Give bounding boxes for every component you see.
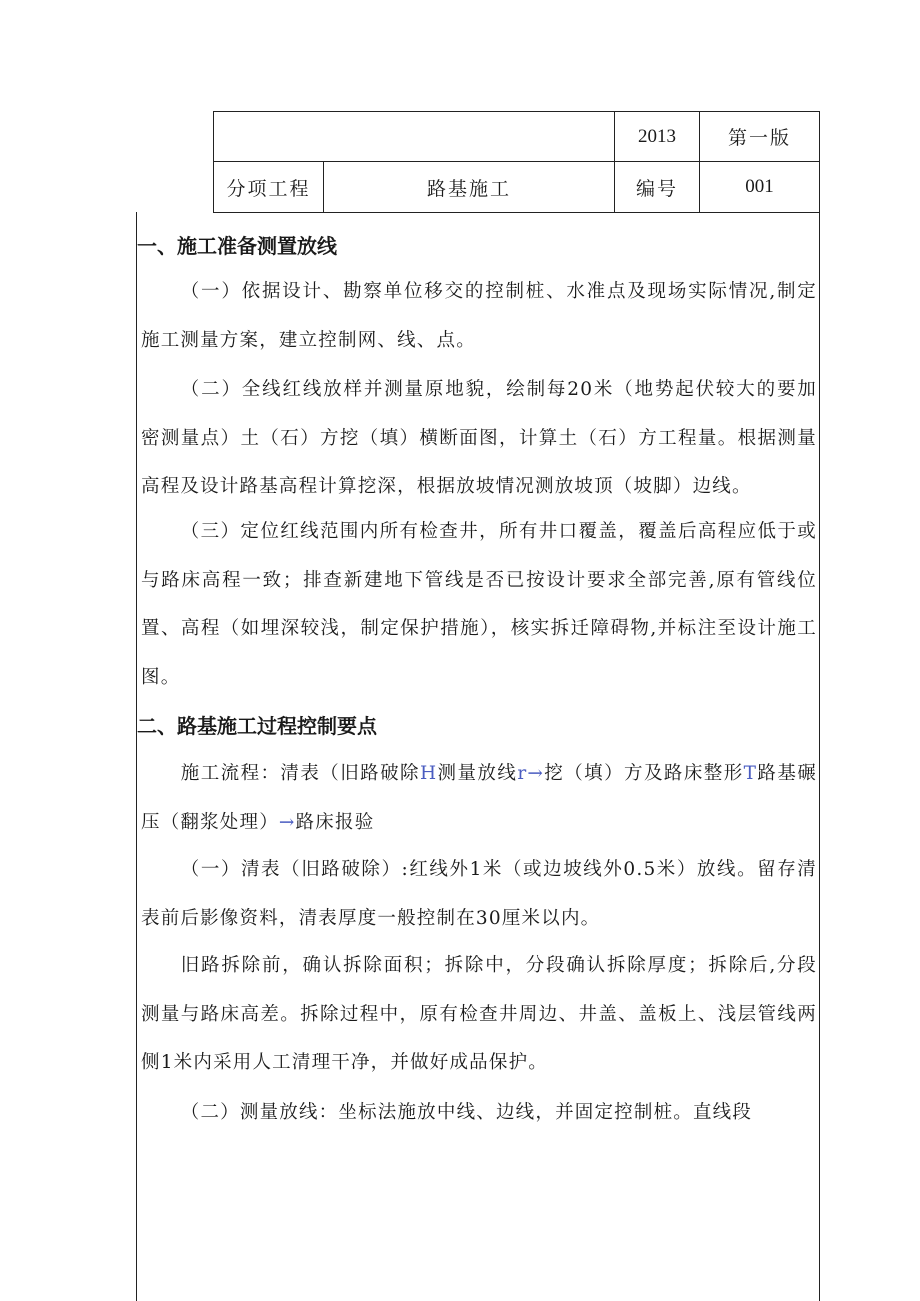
header-code-value: 001 bbox=[700, 162, 820, 213]
header-blank-cell bbox=[214, 112, 615, 162]
header-code-label: 编号 bbox=[615, 162, 700, 213]
header-table bbox=[213, 111, 820, 213]
flow-step-excavate: 挖（填）方及路床整形 bbox=[544, 763, 744, 784]
section-1-heading: 一、施工准备测置放线 bbox=[137, 234, 337, 258]
section-1-paragraph-3: （三）定位红线范围内所有检查井，所有井口覆盖，覆盖后高程应低于或与路床高程一致；排查新建地下管线是否已按设计要求全部完善,原有管线位置、高程（如埋深较浅，制定保护措施），核实拆迁障碍物,并标注至设计施工图。 bbox=[141, 521, 817, 688]
section-1-paragraph-2: （二）全线红线放样并测量原地貌，绘制每20米（地势起伏较大的要加密测量点）土（石）方挖（填）横断面图，计算土（石）方工程量。根据测量高程及设计路基高程计算挖深，根据放坡情况测放坡顶（坡脚）边线。 bbox=[141, 379, 817, 497]
content-box bbox=[136, 212, 820, 1301]
section-1-paragraph-1: （一）依据设计、勘察单位移交的控制桩、水准点及现场实际情况,制定施工测量方案，建立控制网、线、点。 bbox=[141, 281, 817, 351]
flow-step-inspect: 路床报验 bbox=[295, 811, 375, 833]
header-project-name: 路基施工 bbox=[324, 162, 615, 213]
section-2-paragraph-3: （二）测量放线：坐标法施放中线、边线，并固定控制桩。直线段 bbox=[180, 1102, 753, 1123]
flow-arrow-3: T bbox=[743, 763, 758, 784]
flow-step-survey: 测量放线 bbox=[437, 763, 518, 784]
flow-arrow-4: → bbox=[278, 811, 296, 833]
header-year: 2013 bbox=[615, 112, 700, 162]
header-subitem-label: 分项工程 bbox=[214, 162, 324, 213]
section-2-flow bbox=[141, 750, 817, 847]
section-2-paragraph-1: （一）清表（旧路破除）:红线外1米（或边坡线外0.5米）放线。留存清表前后影像资料，清表厚度一般控制在30厘米以内。 bbox=[141, 859, 817, 929]
section-2-paragraph-2: 旧路拆除前，确认拆除面积；拆除中，分段确认拆除厚度；拆除后,分段测量与路床高差。拆除过程中，原有检查井周边、井盖、盖板上、浅层管线两侧1米内采用人工清理干净，并做好成品保护。 bbox=[141, 955, 817, 1073]
flow-step-clear: 施工流程：清表（旧路破除 bbox=[180, 763, 420, 784]
header-edition: 第一版 bbox=[700, 112, 820, 162]
flow-step-compact: 路基碾压（翻浆处理） bbox=[141, 763, 817, 833]
flow-arrow-2: r→ bbox=[517, 763, 545, 784]
section-2-heading: 二、路基施工过程控制要点 bbox=[137, 714, 377, 738]
flow-arrow-1: H bbox=[419, 763, 438, 784]
